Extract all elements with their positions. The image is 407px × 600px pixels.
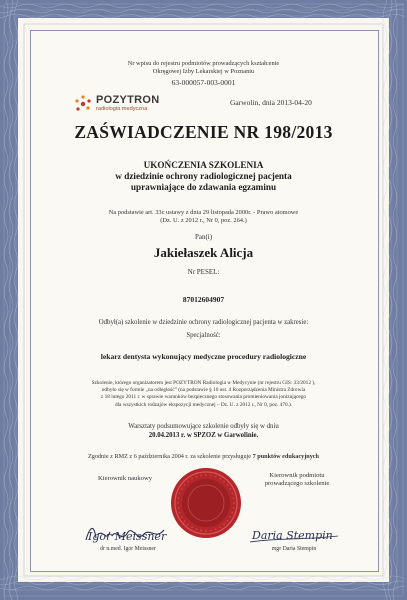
logo-name: POZYTRON [96, 94, 160, 106]
subtitle-line-1: UKOŃCZENIA SZKOLENIA [143, 160, 264, 170]
workshop-date: 20.04.2013 r. w SPZOZ w Garwolinie. [148, 431, 259, 439]
legal-basis [60, 209, 347, 225]
place-and-date: Garwolin, dnia 2013-04-20 [230, 98, 312, 107]
left-signature [78, 520, 173, 546]
organizer-head-name: mgr Daria Stempin [271, 546, 317, 552]
registry-number: 63-000057-003-0001 [171, 78, 236, 87]
legal-line-1: Szkolenie, którego organizatorem jest POZYTRON Radiologia w Medycynie (nr rejestru GIS: 33/2012 ), [91, 380, 316, 386]
right-signature-text: Daria Stempin [252, 529, 333, 542]
pesel-label: Nr PESEL: [187, 268, 220, 276]
organizer-title-line-2: prowadzącego szkolenie [264, 480, 330, 488]
registry-line-2: Okręgowej Izby Lekarskiej w Poznaniu [152, 68, 255, 75]
basis-line-2: (Dz. U. z 2012 r., Nr 0, poz. 264.) [160, 217, 247, 224]
workshop-line-1: Warsztaty podsumowujące szkolenie odbyły się w dniu [128, 423, 279, 430]
pozytron-logo [72, 93, 182, 115]
left-signature-text: Igor Meissner [88, 530, 167, 543]
pesel-number: 87012604907 [182, 295, 225, 304]
legal-line-3: z 18 lutego 2011 r. w sprawie warunków bezpiecznego stosowania promieniowania jonizującego [100, 394, 307, 401]
specialty-value: lekarz dentysta wykonujący medyczne procedury radiologiczne [100, 352, 307, 361]
subtitle-line-3: uprawniające do zdawania egzaminu [130, 182, 277, 192]
organizer-head-title [252, 472, 342, 488]
education-points [40, 453, 367, 460]
subtitle-line-2: w dziedzinie ochrony radiologicznej pacjenta [115, 171, 292, 181]
registry-line-1: Nr wpisu do rejestru podmiotów prowadzących kształcenie [127, 60, 280, 67]
logo-subtitle: radiologia medyczna [96, 106, 148, 112]
completion-statement: Odbył(a) szkolenie w dziedzinie ochrony radiologicznej pacjenta w zakresie: [98, 319, 309, 326]
legal-line-4: dla wszystkich rodzajów ekspozycji medycznej – Dz. U. z 2012 r., Nr 0, poz. 470.). [114, 401, 293, 408]
official-seal-icon [169, 466, 243, 540]
salutation: Pan(i) [194, 233, 213, 241]
scientific-director-name: dr n.med. Igor Meissner [100, 546, 156, 552]
specialty-label: Specjalność: [186, 332, 221, 339]
workshop-info [60, 423, 347, 440]
organizer-title-line-1: Kierownik podmiotu [269, 472, 325, 479]
certificate-subtitle [40, 160, 367, 193]
points-text: Zgodnie z RMZ z 6 października 2004 r. za szkolenie przysługuje [88, 453, 252, 460]
points-value: 7 punktów edukacyjnych [252, 453, 319, 460]
training-legal-note [62, 380, 345, 409]
atom-logo-icon [72, 93, 94, 115]
scientific-director-title: Kierownik naukowy [97, 475, 153, 482]
right-signature [244, 520, 344, 546]
registry-info [90, 60, 317, 87]
basis-line-1: Na podstawie art. 33c ustawy z dnia 29 listopada 2000r. - Prawo atomowe [108, 209, 299, 216]
certificate-title: ZAŚWIADCZENIE NR 198/2013 [74, 122, 333, 142]
person-name: Jakiełaszek Alicja [153, 245, 254, 260]
legal-line-2: odbyło się w formie „na odległość” (na podstawie § 10 ust. 4 Rozporządzenia Ministra Zdrowia [101, 387, 306, 394]
